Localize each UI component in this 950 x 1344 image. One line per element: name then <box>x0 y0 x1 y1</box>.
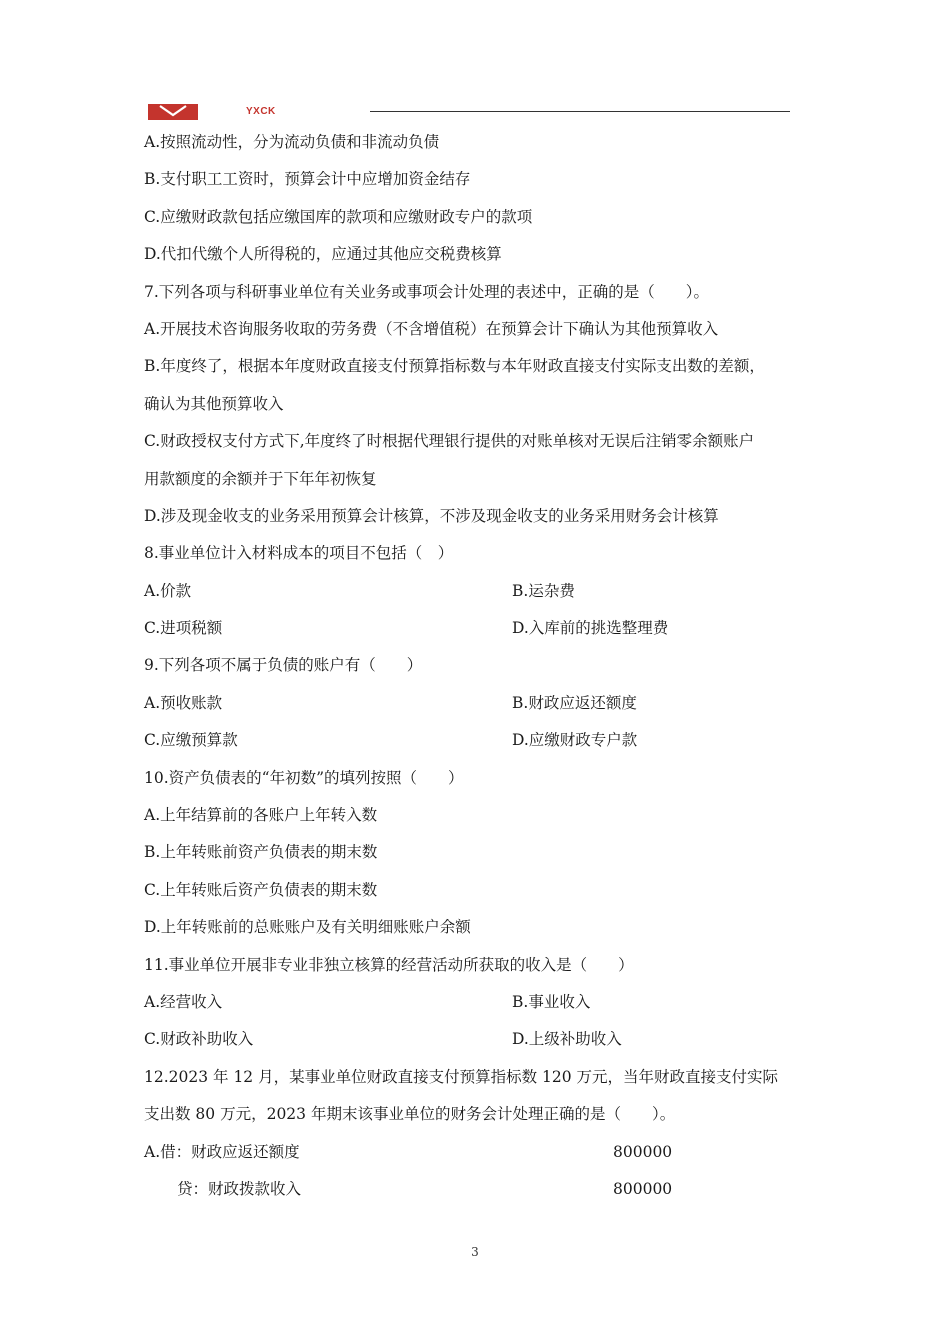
q12-option-a-debit <box>144 1134 816 1171</box>
q7-stem: 7.下列各项与科研事业单位有关业务或事项会计处理的表述中，正确的是（ ）。 <box>144 282 710 301</box>
q11-option-b: B.事业收入 <box>512 992 591 1011</box>
page-number: 3 <box>471 1245 479 1259</box>
q11-options-row2 <box>144 1021 816 1058</box>
q7-option-a: A.开展技术咨询服务收取的劳务费（不含增值税）在预算会计下确认为其他预算收入 <box>144 319 719 338</box>
q6-option-c: C.应缴财政款包括应缴国库的款项和应缴财政专户的款项 <box>144 207 533 226</box>
document-body <box>144 124 816 1208</box>
q9-option-b: B.财政应返还额度 <box>512 693 637 712</box>
q10-option-b: B.上年转账前资产负债表的期末数 <box>144 843 378 862</box>
q10-stem: 10.资产负债表的“年初数”的填列按照（ ） <box>144 768 464 787</box>
q8-stem: 8.事业单位计入材料成本的项目不包括（ ） <box>144 544 454 563</box>
q8-options-row1 <box>144 573 816 610</box>
q10-option-c: C.上年转账后资产负债表的期末数 <box>144 880 378 899</box>
logo <box>148 104 198 120</box>
logo-text: YXCK <box>246 106 276 117</box>
q12-option-a-credit-account: 贷：财政拨款收入 <box>177 1179 302 1198</box>
q8-option-c: C.进项税额 <box>144 619 223 638</box>
q11-option-c: C.财政补助收入 <box>144 1030 254 1049</box>
q7-option-b-line1: B.年度终了，根据本年度财政直接支付预算指标数与本年财政直接支付实际支出数的差额， <box>144 357 765 376</box>
q10-option-d: D.上年转账前的总账账户及有关明细账账户余额 <box>144 918 471 937</box>
q12-stem-line1: 12.2023 年 12 月，某事业单位财政直接支付预算指标数 120 万元，当年财政直接支付实际 <box>144 1067 779 1086</box>
q9-option-d: D.应缴财政专户款 <box>512 731 638 750</box>
q8-option-d: D.入库前的挑选整理费 <box>512 619 669 638</box>
q6-option-a: A.按照流动性，分为流动负债和非流动负债 <box>144 133 440 151</box>
q8-option-b: B.运杂费 <box>512 581 575 600</box>
q9-option-c: C.应缴预算款 <box>144 731 238 750</box>
q8-option-a: A.价款 <box>144 581 192 600</box>
q9-option-a: A.预收账款 <box>144 693 223 712</box>
q6-option-b: B.支付职工工资时，预算会计中应增加资金结存 <box>144 170 471 189</box>
q7-option-d: D.涉及现金收支的业务采用预算会计核算，不涉及现金收支的业务采用财务会计核算 <box>144 506 719 525</box>
q9-options-row1 <box>144 685 816 722</box>
q11-option-d: D.上级补助收入 <box>512 1030 622 1049</box>
q9-stem: 9.下列各项不属于负债的账户有（ ） <box>144 656 423 675</box>
page-header <box>148 96 790 122</box>
q9-options-row2 <box>144 722 816 759</box>
q12-option-a-credit <box>144 1171 816 1208</box>
q12-option-a-debit-account: A.借：财政应返还额度 <box>144 1142 300 1161</box>
q10-option-a: A.上年结算前的各账户上年转入数 <box>144 806 378 825</box>
q11-stem: 11.事业单位开展非专业非独立核算的经营活动所获取的收入是（ ） <box>144 955 634 974</box>
q7-option-b-line2: 确认为其他预算收入 <box>144 394 284 413</box>
q8-options-row2 <box>144 610 816 647</box>
q7-option-c-line2: 用款额度的余额并于下年年初恢复 <box>144 469 377 488</box>
q11-option-a: A.经营收入 <box>144 992 223 1011</box>
q12-stem-line2: 支出数 80 万元，2023 年期末该事业单位的财务会计处理正确的是（ ）。 <box>144 1105 676 1124</box>
header-rule <box>370 111 790 112</box>
logo-chevron-icon <box>148 104 198 120</box>
q12-option-a-debit-amount: 800000 <box>613 1142 673 1161</box>
q12-option-a-credit-amount: 800000 <box>613 1179 673 1198</box>
q7-option-c-line1: C.财政授权支付方式下,年度终了时根据代理银行提供的对账单核对无误后注销零余额账户 <box>144 432 755 451</box>
q6-option-d: D.代扣代缴个人所得税的，应通过其他应交税费核算 <box>144 245 502 264</box>
q11-options-row1 <box>144 984 816 1021</box>
